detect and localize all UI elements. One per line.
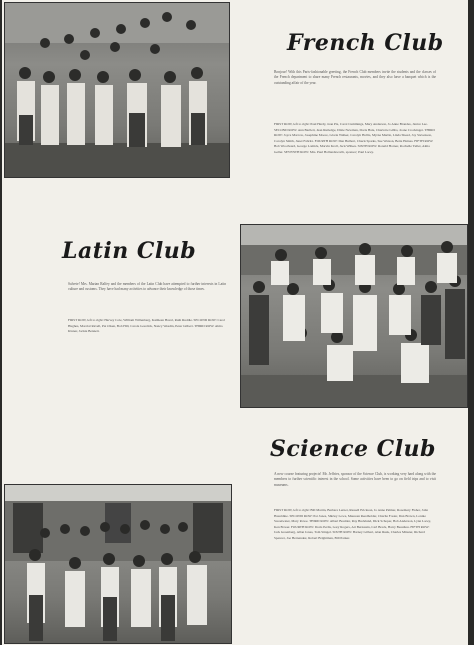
latin-club-description: Salvete! Mrs. Marian Ralfey and the members of the Latin Club have attempted to further interests in Latin culture and customs. They have had many activities to advance their knowledge of those times. (68, 282, 226, 292)
science-club-title: Science Club (270, 436, 436, 462)
science-club-description: A new course featuring projects! Mr. Jeffries, sponsor of the Science Club, is working very hard along with the members to further scientific interest in the school. Some activities have been to go on field trips and to visit museums. (274, 472, 436, 487)
science-club-names: FIRST ROW, left to right: Bill Martin, Barbara Lerner, Russell Erickson, Jo Anne Palmer, Rosemary Fisher, John Hazeldine. SECOND ROW: Pat Jones, Shirley Lowe, Maureen Reedholder, Charlie Foster, Dan Brown, Lonnie Sweetwater, Mary Rowe. THIRD ROW: Albert Boulder, Ray Bucklund, Dick Schoper, Bob Anderson, Lynn Lacey, Ken Bower. FOURTH ROW: Doris Perlis, Gary Rogers, Art Bernstein, Carl Brack, Harry Beaulieu. FIFTH ROW: Jack Greenberg, Allan Jones, Tom Stingel. SIXTH ROW: Barney Gilbert, Alan Rusk, Charles Minster, Richard Spencer, Joe Hernandez, Robert Brightman, Bill Parker. (274, 508, 431, 540)
latin-club-photo (240, 224, 468, 408)
french-club-title: French Club (287, 30, 444, 56)
latin-club-names: FIRST ROW, left to right: Harvey Cole, William Willenberg, Kathleen Havel, Ruth Ruddie. SECOND ROW: Carol Hughes, Marcial Ravell, Pat Olsen, Bob Hill, Carole Gorelick, Nancy Weedin, Peter Gilbert. THIRD ROW: Alma Klaner, Jackie Bennett. (68, 318, 226, 334)
science-club-photo (4, 484, 232, 644)
french-club-description: Bonjour! With this Paris-fashionable greeting, the French Club members invite the students and the classes of the French department to share many French restaurants, movies, and they also have a banquet which is the outstanding affair of the year. (274, 70, 436, 85)
latin-club-title: Latin Club (62, 238, 197, 264)
french-club-photo (4, 2, 230, 178)
yearbook-page (2, 0, 468, 645)
french-club-names: FIRST ROW, left to right: Paul Hardy, Jean Pis, Carol Cummings, Mary Anderson, Jo Anne Brandes, Janice Lee. SECOND ROW: Ann Bartlett, Jean Rutledge, Dixie Newman, Doris Hale, Charlotte Gibbs, Joane Crockinger. THIRD ROW: Joyce Marrow, Josephine Moore, Gloria Walker, Carolyn Hollis, Myrna Martin, Linda Sheed, Joy Stevenson, Carolyn Smith, Janet Fabritz. FOURTH ROW: Dan Bulbert, Chuck Sparks, Sue Watson, Bette Haines. FIFTH ROW: Bob Woodward, George Lomick, Marvin Kroll, Jack Wilkes. SIXTH ROW: Ronald Horner, Rochelle Tuller, Alma Geller. SEVENTH ROW: Mrs. Paul Hollandsworth, sponsor; Paul Lacey. (274, 122, 435, 154)
